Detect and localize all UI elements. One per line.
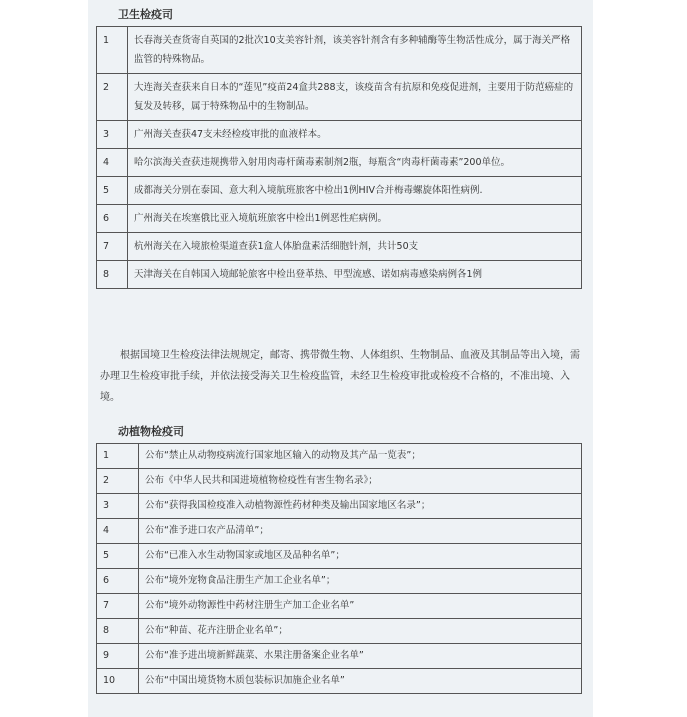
- row-text: 公布“境外宠物食品注册生产加工企业名单”；: [139, 569, 582, 594]
- row-text: 公布“中国出境货物木质包装标识加施企业名单”: [139, 669, 582, 694]
- row-text: 长春海关查货寄自英国的2批次10支美容针剂，该美容针剂含有多种辅酶等生物活性成分，属于海关严格监管的特殊物品。: [128, 27, 582, 74]
- row-text: 公布“准予进口农产品清单”；: [139, 519, 582, 544]
- row-text: 公布“准予进出境新鲜蔬菜、水果注册备案企业名单”: [139, 644, 582, 669]
- table-row: [97, 594, 582, 619]
- table-row: [97, 444, 582, 469]
- row-text: 公布“种苗、花卉注册企业名单”；: [139, 619, 582, 644]
- row-number: 7: [97, 594, 139, 619]
- section-title-animal-plant-quarantine: 动植物检疫司: [118, 425, 184, 438]
- table-row: [97, 569, 582, 594]
- row-text: 公布“禁止从动物疫病流行国家地区输入的动物及其产品一览表”；: [139, 444, 582, 469]
- row-number: 5: [97, 544, 139, 569]
- row-number: 9: [97, 644, 139, 669]
- row-number: 3: [97, 121, 128, 149]
- table-row: [97, 121, 582, 149]
- row-text: 广州海关在埃塞俄比亚入境航班旅客中检出1例恶性疟病例。: [128, 205, 582, 233]
- row-number: 4: [97, 519, 139, 544]
- row-text: 天津海关在自韩国入境邮轮旅客中检出登革热、甲型流感、诺如病毒感染病例各1例: [128, 261, 582, 289]
- row-number: 4: [97, 149, 128, 177]
- row-number: 5: [97, 177, 128, 205]
- row-number: 1: [97, 27, 128, 74]
- row-text: 公布“获得我国检疫准入动植物源性药材种类及输出国家地区名录”；: [139, 494, 582, 519]
- table-row: [97, 233, 582, 261]
- row-number: 6: [97, 569, 139, 594]
- table-row: [97, 27, 582, 74]
- row-number: 2: [97, 74, 128, 121]
- row-number: 10: [97, 669, 139, 694]
- row-text: 公布“已准入水生动物国家或地区及品种名单”；: [139, 544, 582, 569]
- table-row: [97, 469, 582, 494]
- table-row: [97, 205, 582, 233]
- row-number: 2: [97, 469, 139, 494]
- table-row: [97, 261, 582, 289]
- table-row: [97, 644, 582, 669]
- regulation-paragraph: 根据国境卫生检疫法律法规规定，邮寄、携带微生物、人体组织、生物制品、血液及其制品等出入境，需办理卫生检疫审批手续，并依法接受海关卫生检疫监管，未经卫生检疫审批或检疫不合格的，不准出境、入境。: [100, 350, 580, 403]
- table-row: [97, 519, 582, 544]
- health-quarantine-table: [96, 26, 582, 289]
- row-number: 6: [97, 205, 128, 233]
- table-row: [97, 149, 582, 177]
- row-text: 大连海关查获来自日本的“莲见”疫苗24盒共288支，该疫苗含有抗原和免疫促进剂，主要用于防范癌症的复发及转移，属于特殊物品中的生物制品。: [128, 74, 582, 121]
- row-number: 7: [97, 233, 128, 261]
- table-row: [97, 177, 582, 205]
- table-row: [97, 619, 582, 644]
- row-number: 3: [97, 494, 139, 519]
- row-text: 公布“境外动物源性中药材注册生产加工企业名单”: [139, 594, 582, 619]
- row-text: 成都海关分别在泰国、意大利入境航班旅客中检出1例HIV合并梅毒螺旋体阳性病例.: [128, 177, 582, 205]
- row-number: 8: [97, 261, 128, 289]
- row-number: 8: [97, 619, 139, 644]
- section-title-health-quarantine: 卫生检疫司: [118, 8, 173, 21]
- animal-plant-quarantine-table: [96, 443, 582, 694]
- table-row: [97, 669, 582, 694]
- row-text: 杭州海关在入境旅检渠道查获1盒人体胎盘素活细胞针剂，共计50支: [128, 233, 582, 261]
- table-row: [97, 494, 582, 519]
- table-row: [97, 544, 582, 569]
- table-row: [97, 74, 582, 121]
- row-text: 哈尔滨海关查获违规携带入射用肉毒杆菌毒素制剂2瓶，每瓶含“肉毒杆菌毒素”200单位。: [128, 149, 582, 177]
- row-text: 公布《中华人民共和国进境植物检疫性有害生物名录》；: [139, 469, 582, 494]
- row-number: 1: [97, 444, 139, 469]
- row-text: 广州海关查获47支未经检疫审批的血液样本。: [128, 121, 582, 149]
